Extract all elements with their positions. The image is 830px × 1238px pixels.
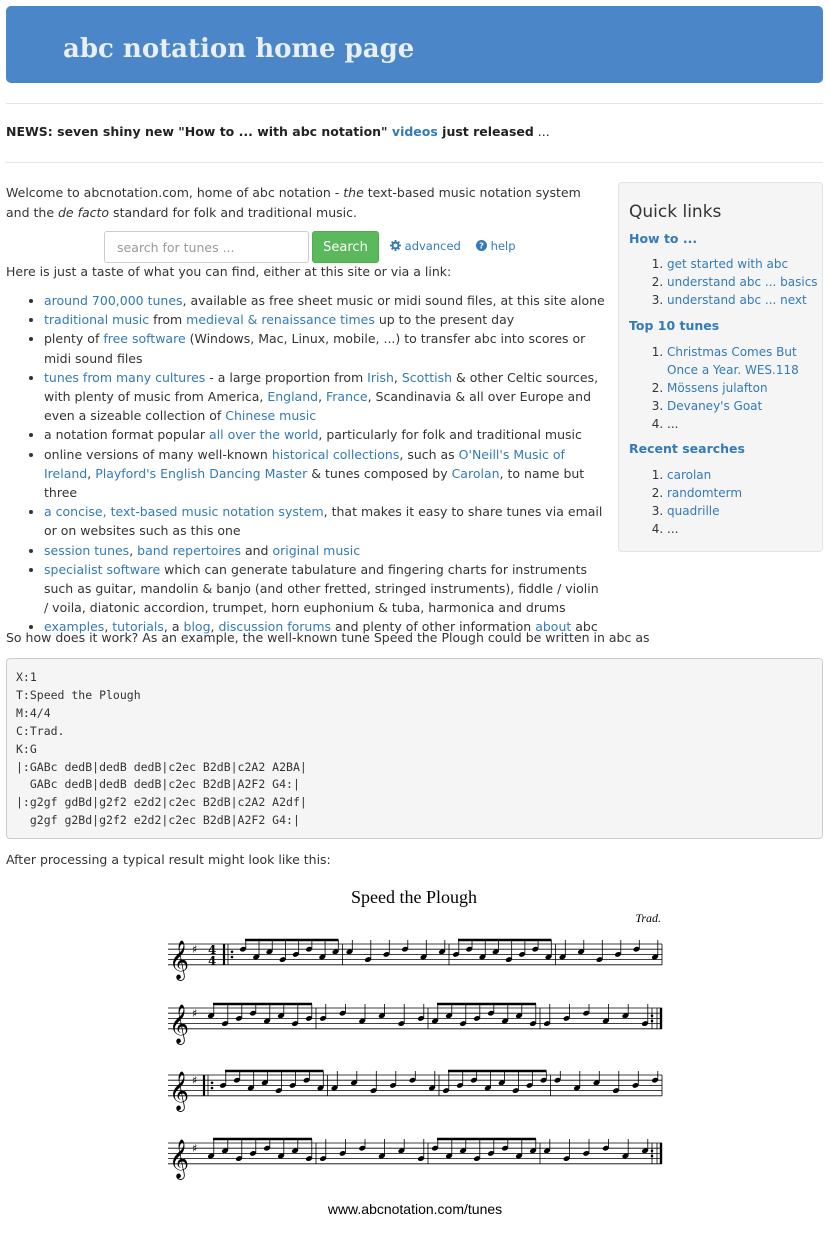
list-text: which can generate tabulature and fingering charts for instruments such as guitar, mandolin & banjo (and other fretted, stringed instruments), fiddle / violin / voila, diatonic accordion, trumpet, horn euphonium & tuba, harmonica and drums xyxy=(44,561,599,616)
abc-code-block xyxy=(6,658,823,839)
welcome-part: Welcome to abcnotation.com, home of abc notation - xyxy=(6,185,344,200)
key-signature-sharp: ♯ xyxy=(192,1007,198,1020)
divider xyxy=(6,162,823,163)
news-suffix: just released xyxy=(437,124,534,139)
repeat-dot xyxy=(651,1150,654,1153)
list-item xyxy=(44,310,606,329)
list-item xyxy=(44,541,606,560)
welcome-emphasis: the xyxy=(343,185,364,200)
tune-title: Speed the Plough xyxy=(351,887,477,907)
france-link[interactable]: France xyxy=(326,389,368,405)
intro-sentence: Here is just a taste of what you can find, either at this site or via a link: xyxy=(6,264,452,279)
news-banner xyxy=(6,124,550,139)
about-link[interactable]: about xyxy=(535,619,572,635)
key-signature-sharp: ♯ xyxy=(192,1142,198,1155)
advanced-label: advanced xyxy=(404,239,461,253)
list-item xyxy=(667,484,819,502)
treble-clef-icon: 𝄞 xyxy=(169,1003,190,1044)
list-item xyxy=(667,273,819,291)
header-banner xyxy=(6,6,823,83)
top10-list xyxy=(629,343,819,433)
chinese-music-link[interactable]: Chinese music xyxy=(225,408,317,424)
abc-line: C:Trad. xyxy=(16,723,65,738)
sheet-music-image xyxy=(0,880,830,1220)
welcome-text xyxy=(6,183,606,223)
repeat-dot xyxy=(231,951,234,954)
time-signature-top: 4 xyxy=(208,943,217,957)
list-text: and xyxy=(241,542,273,558)
treble-clef-icon: 𝄞 xyxy=(169,1138,190,1179)
search-input[interactable] xyxy=(104,231,309,263)
howto-list xyxy=(629,255,819,309)
list-text: , xyxy=(318,389,327,405)
list-text: , such as xyxy=(399,446,459,462)
list-text: and plenty of other information xyxy=(331,619,536,635)
help-link[interactable] xyxy=(476,239,516,253)
england-link[interactable]: England xyxy=(267,389,319,405)
news-text: NEWS: seven shiny new "How to ... with abc notation" xyxy=(6,124,392,139)
list-text: , available as free sheet music or midi sound files, at this site alone xyxy=(182,293,605,308)
list-item xyxy=(44,329,606,367)
list-item xyxy=(667,502,819,520)
repeat-dot xyxy=(211,1082,214,1085)
list-text: from xyxy=(149,312,187,328)
list-text: (Windows, Mac, Linux, mobile, ...) to transfer abc into scores or midi sound files xyxy=(44,331,586,366)
traditional-music-link[interactable]: traditional music xyxy=(44,312,150,328)
news-ellipsis: ... xyxy=(533,124,550,139)
abc-line: |:g2gf gdBd|g2f2 e2d2|c2ec B2dB|c2A2 A2df| xyxy=(16,795,307,810)
list-item xyxy=(667,415,819,433)
repeat-dot xyxy=(211,1087,214,1090)
list-text: , Scandinavia & all over Europe and even a sizeable collection of xyxy=(44,389,592,424)
composer: Trad. xyxy=(635,911,661,925)
gear-icon xyxy=(390,240,401,251)
forums-link[interactable]: discussion forums xyxy=(218,619,332,635)
help-circle-icon xyxy=(476,240,487,251)
historical-collections-link[interactable]: historical collections xyxy=(271,446,400,462)
playford-link[interactable]: Playford's English Dancing Master xyxy=(95,465,308,481)
tunes-link[interactable]: around 700,000 tunes xyxy=(44,293,183,308)
how-it-works-text: So how does it work? As an example, the well-known tune Speed the Plough could be written in abc as xyxy=(6,630,650,645)
list-item xyxy=(44,291,606,310)
medieval-link[interactable]: medieval & renaissance times xyxy=(186,312,375,328)
list-item xyxy=(667,466,819,484)
free-software-link[interactable]: free software xyxy=(103,331,186,347)
list-text: , xyxy=(129,542,138,558)
list-item xyxy=(667,520,819,538)
list-item xyxy=(667,255,819,273)
abc-line: M:4/4 xyxy=(16,705,51,720)
site-title[interactable]: abc notation home page xyxy=(63,34,415,64)
list-item xyxy=(44,502,606,540)
repeat-dot xyxy=(651,1020,654,1023)
list-text: , a xyxy=(163,619,184,635)
recent-search-link[interactable]: carolan xyxy=(667,468,712,482)
notation-system-link[interactable]: a concise, text-based music notation system xyxy=(44,504,324,520)
time-signature-bottom: 4 xyxy=(208,954,217,968)
list-text: up to the present day xyxy=(374,312,515,328)
welcome-emphasis: de facto xyxy=(57,205,110,220)
howto-link[interactable]: get started with abc xyxy=(667,257,789,271)
list-item xyxy=(44,425,606,444)
more-ellipsis: ... xyxy=(667,417,679,431)
howto-link[interactable]: understand abc ... next xyxy=(667,293,807,307)
key-signature-sharp: ♯ xyxy=(192,1074,198,1087)
list-text: online versions of many well-known xyxy=(44,446,272,462)
abc-line: g2gf g2Bd|g2f2 e2d2|c2ec B2dB|A2F2 G4:| xyxy=(16,813,300,828)
search-button[interactable]: Search xyxy=(312,231,379,263)
repeat-dot xyxy=(651,1155,654,1158)
list-item xyxy=(667,343,819,379)
tutorials-link[interactable]: tutorials xyxy=(112,619,164,635)
list-text: , xyxy=(393,369,402,385)
tune-link[interactable]: Christmas Comes But Once a Year. WES.118 xyxy=(667,345,799,377)
list-text: , xyxy=(87,465,96,481)
band-repertoires-link[interactable]: band repertoires xyxy=(137,542,241,558)
list-text: & tunes composed by xyxy=(307,465,452,481)
irish-link[interactable]: Irish xyxy=(367,369,394,385)
divider xyxy=(6,103,823,104)
repeat-dot xyxy=(231,956,234,959)
abc-line: |:GABc dedB|dedB dedB|c2ec B2dB|c2A2 A2BA| xyxy=(16,759,307,774)
list-text: - a large proportion from xyxy=(205,369,368,385)
specialist-software-link[interactable]: specialist software xyxy=(44,561,161,577)
recent-search-link[interactable]: randomterm xyxy=(667,486,743,500)
abc-line: X:1 xyxy=(16,670,37,684)
list-item xyxy=(44,560,606,618)
cultures-link[interactable]: tunes from many cultures xyxy=(44,369,206,385)
abc-line: T:Speed the Plough xyxy=(16,687,141,702)
list-item xyxy=(667,397,819,415)
more-ellipsis: ... xyxy=(667,522,679,536)
abc-line: GABc dedB|dedB dedB|c2ec B2dB|A2F2 G4:| xyxy=(29,777,300,792)
repeat-dot xyxy=(651,1015,654,1018)
howto-link[interactable]: understand abc ... basics xyxy=(667,275,818,289)
list-item xyxy=(667,379,819,397)
quick-links-panel xyxy=(618,182,823,552)
key-signature-sharp: ♯ xyxy=(192,943,198,956)
recent-searches-heading: Recent searches xyxy=(629,441,745,456)
list-text: , particularly for folk and traditional music xyxy=(318,427,582,443)
abcnotation-tunes-credit: www.abcnotation.com/tunes xyxy=(327,1201,503,1217)
list-item xyxy=(44,445,606,503)
list-text: & other Celtic sources, with plenty of music from America, xyxy=(44,369,599,405)
carolan-link[interactable]: Carolan xyxy=(451,465,500,481)
howto-heading[interactable]: How to ... xyxy=(629,231,698,246)
welcome-part: standard for folk and traditional music. xyxy=(109,205,357,220)
list-text: , xyxy=(210,619,219,635)
treble-clef-icon: 𝄞 xyxy=(169,1070,190,1111)
recent-search-link[interactable]: quadrille xyxy=(667,504,720,518)
videos-link[interactable]: videos xyxy=(391,124,438,139)
list-item xyxy=(667,291,819,309)
treble-clef-icon: 𝄞 xyxy=(169,939,190,980)
list-text: , xyxy=(104,619,113,635)
oneills-link[interactable]: O'Neill's Music of Ireland xyxy=(44,446,565,481)
top10-heading[interactable]: Top 10 tunes xyxy=(629,318,720,333)
tune-link[interactable]: Mössens julafton xyxy=(667,381,768,395)
help-label: help xyxy=(490,239,516,253)
list-text: , that makes it easy to share tunes via email or on websites such as this one xyxy=(44,504,603,539)
blog-link[interactable]: blog xyxy=(183,619,211,635)
list-text: , to name but three xyxy=(44,465,585,501)
original-music-link[interactable]: original music xyxy=(272,542,361,558)
recent-searches-list xyxy=(629,466,819,538)
examples-link[interactable]: examples xyxy=(44,619,105,635)
list-text: plenty of xyxy=(44,331,104,347)
scottish-link[interactable]: Scottish xyxy=(401,369,453,385)
world-link[interactable]: all over the world xyxy=(209,427,319,443)
features-list xyxy=(6,291,606,637)
list-text: a notation format popular xyxy=(44,427,210,443)
welcome-part: text-based music notation system and the xyxy=(6,185,581,220)
abc-line: K:G xyxy=(16,741,37,756)
after-processing-text: After processing a typical result might look like this: xyxy=(6,852,331,867)
svg-text:?: ? xyxy=(479,240,484,251)
quick-links-title: Quick links xyxy=(629,202,722,222)
list-item xyxy=(44,368,606,426)
advanced-search-link[interactable] xyxy=(390,239,461,253)
list-text: abc xyxy=(571,619,598,635)
session-tunes-link[interactable]: session tunes xyxy=(44,542,130,558)
tune-link[interactable]: Devaney's Goat xyxy=(667,399,763,413)
